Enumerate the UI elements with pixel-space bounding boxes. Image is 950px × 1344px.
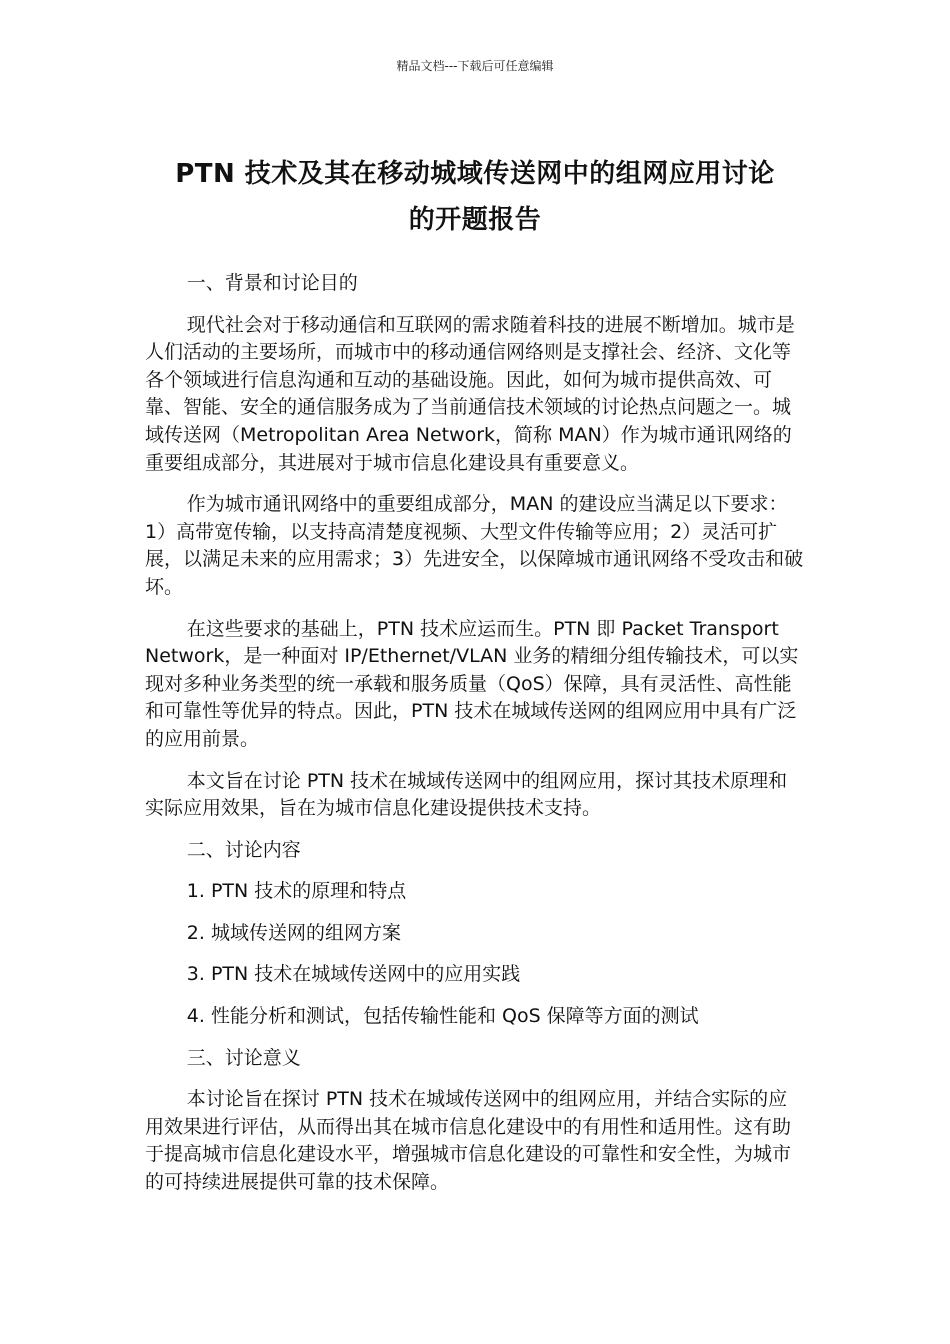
title-line-2: 的开题报告 bbox=[408, 205, 542, 236]
list-item: 2. 城域传送网的组网方案 bbox=[186, 921, 401, 944]
paragraph-background-2: 作为城市通讯网络中的重要组成部分，MAN 的建设应当满足以下要求：1）高带宽传输，以支持高清楚度视频、大型文件传输等应用；2）灵活可扩展，以满足未来的应用需求；3）先进安全，以保障城市通讯网络不受攻击和破坏。 bbox=[145, 493, 804, 598]
section-heading-significance: 三、讨论意义 bbox=[186, 1046, 301, 1069]
document-body bbox=[145, 270, 805, 1211]
header-note: 精品文档---下载后可任意编辑 bbox=[396, 59, 554, 73]
list-item: 3. PTN 技术在城域传送网中的应用实践 bbox=[186, 963, 521, 986]
title-line-1: PTN 技术及其在移动城域传送网中的组网应用讨论 bbox=[175, 159, 775, 190]
list-item: 1. PTN 技术的原理和特点 bbox=[186, 880, 407, 903]
paragraph-background-3: 在这些要求的基础上，PTN 技术应运而生。PTN 即 Packet Transport Network，是一种面对 IP/Ethernet/VLAN 业务的精细分组传输技术，可以实现对多种业务类型的统一承载和服务质量（QoS）保障，具有灵活性、高性能和可靠性等优异的特点。因此，PTN 技术在城域传送网的组网应用中具有广泛的应用前景。 bbox=[145, 617, 799, 750]
paragraph-background-4: 本文旨在讨论 PTN 技术在城域传送网中的组网应用，探讨其技术原理和实际应用效果，旨在为城市信息化建设提供技术支持。 bbox=[145, 769, 788, 820]
paragraph-background-1: 现代社会对于移动通信和互联网的需求随着科技的进展不断增加。城市是人们活动的主要场所，而城市中的移动通信网络则是支撑社会、经济、文化等各个领域进行信息沟通和互动的基础设施。因此，如何为城市提供高效、可靠、智能、安全的通信服务成为了当前通信技术领域的讨论热点问题之一。城域传送网（Metropolitan Area Network，简称 MAN）作为城市通讯网络的重要组成部分，其进展对于城市信息化建设具有重要意义。 bbox=[145, 313, 795, 474]
list-item: 4. 性能分析和测试，包括传输性能和 QoS 保障等方面的测试 bbox=[186, 1005, 699, 1028]
paragraph-significance: 本讨论旨在探讨 PTN 技术在城域传送网中的组网应用，并结合实际的应用效果进行评估，从而得出其在城市信息化建设中的有用性和适用性。这有助于提高城市信息化建设水平，增强城市信息化建设的可靠性和安全性，为城市的可持续进展提供可靠的技术保障。 bbox=[145, 1088, 792, 1194]
section-heading-background: 一、背景和讨论目的 bbox=[186, 272, 358, 294]
document-title bbox=[130, 151, 820, 243]
section-heading-content: 二、讨论内容 bbox=[186, 838, 301, 861]
